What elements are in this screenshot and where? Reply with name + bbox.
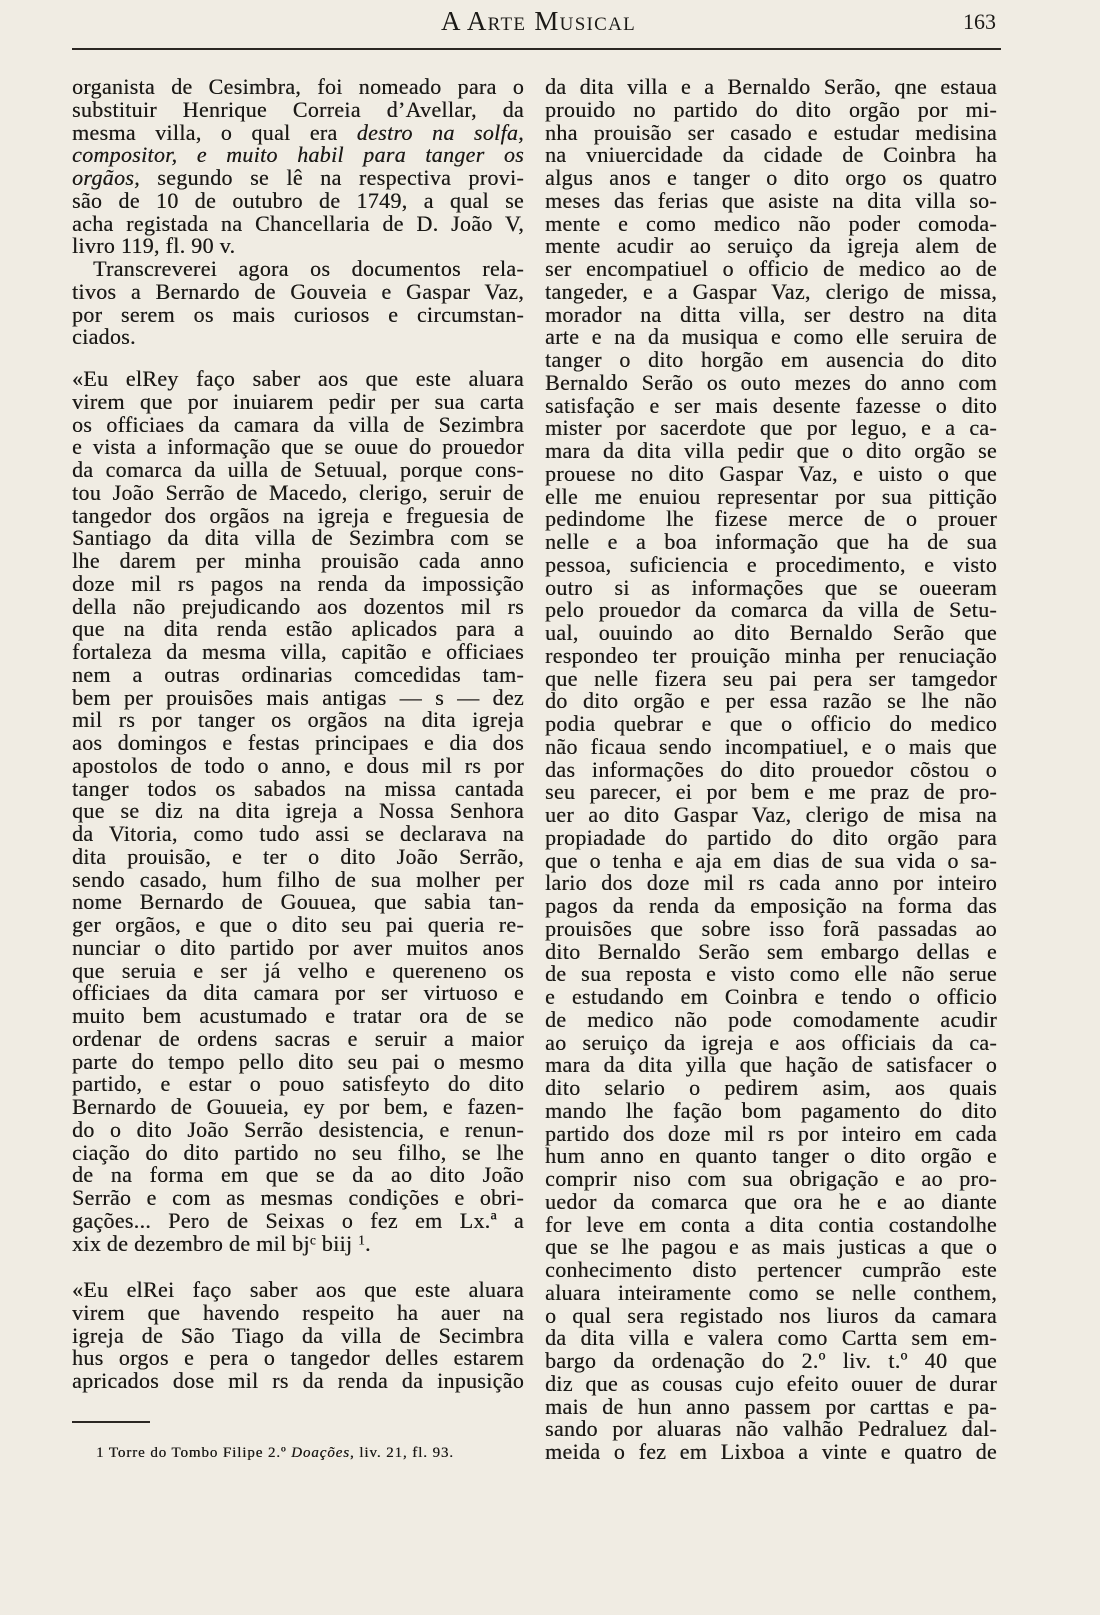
text-line: aluara inteiramente como se nelle conthem, xyxy=(545,1279,997,1305)
text-line: tangeder, e a Gaspar Vaz, clerigo de missa, xyxy=(545,278,997,304)
text-line xyxy=(72,167,524,190)
text-line: hus orgos e pera o tangedor delles estarem xyxy=(72,1345,524,1371)
text-line: ao seruiço da igreja e aos officiais da ca- xyxy=(545,1029,997,1055)
text-line: não ficaua sendo incompatiuel, e o mais que xyxy=(545,733,997,759)
text-line: Bernaldo Serão os outo mezes do anno com xyxy=(545,369,997,395)
text-line: lhe darem per minha prouisão cada anno xyxy=(72,548,524,573)
text-line: diz que as cousas cujo efeito ouuer de durar xyxy=(545,1370,997,1396)
text-line: do dito orgão e per essa razão se lhe não xyxy=(545,688,997,714)
text-line: Santiago da dita villa de Sezimbra com se xyxy=(72,525,524,551)
text-line: que na dita renda estão aplicados para a xyxy=(72,616,524,642)
text-line: «Eu elRei faço saber aos que este aluara xyxy=(72,1277,524,1302)
text-line: da Vitoria, como tudo assi se declarava na xyxy=(72,821,524,846)
italic-line: compositor, e muito habil para tanger os xyxy=(72,142,524,168)
text-line: aos domingos e festas principaes e dia dos xyxy=(72,730,524,755)
text-line: de sua reposta e visto como elle não serue xyxy=(545,961,997,987)
text-line: nome Bernardo de Gouuea, que sabia tan- xyxy=(72,889,524,915)
text-line: de medico não pode comodamente acudir xyxy=(545,1006,997,1032)
footnote-marker: 1 xyxy=(358,1231,366,1247)
text-line: Transcreverei agora os documentos rela- xyxy=(93,256,524,281)
text-line: nunciar o dito partido por aver muitos anos xyxy=(72,934,524,960)
text-line: conhecimento disto pertencer cumprão este xyxy=(545,1257,997,1282)
text-line: pagos da renda da emposição na forma das xyxy=(545,893,997,918)
text-line: ual, ouuindo ao dito Bernaldo Serão que xyxy=(545,620,997,645)
text-line: meses das ferias que asiste na dita villa so- xyxy=(545,187,997,213)
text-line: satisfação e ser mais desente fazesse o dito xyxy=(545,392,997,418)
text-line: muito bem acustumado e tratar ora de se xyxy=(72,1003,524,1028)
footnote-text: , liv. 21, fl. 93. xyxy=(349,1445,454,1461)
text-line: apostolos de todo o anno, e dous mil rs por xyxy=(72,752,524,778)
text-line: mando lhe fação bom pagamento do dito xyxy=(545,1097,997,1123)
text-line: e estudando em Coinbra e tendo o officio xyxy=(545,984,997,1009)
text-line: virem que havendo respeito ha auer na xyxy=(72,1299,524,1325)
text-line: morador na ditta villa, ser destro na dita xyxy=(545,301,997,327)
text-run: biij xyxy=(315,1230,359,1256)
text-line: nem a outras ordinarias comcedidas tam- xyxy=(72,661,524,687)
text-line: mente acudir ao seruiço da igreja alem de xyxy=(545,233,997,259)
text-line: for leve em conta a dita contia costandolhe xyxy=(545,1211,997,1237)
footnote-number: 1 xyxy=(96,1445,105,1461)
text-line: da dita villa e a Bernaldo Serão, qne estaua xyxy=(545,74,997,99)
text-run: . xyxy=(365,1230,371,1256)
text-line: nelle e a boa informação que ha de sua xyxy=(545,529,997,554)
text-line: que o tenha e aja em dias de sua vida o sa- xyxy=(545,847,997,873)
text-line: prouido no partido do dito orgão por mi- xyxy=(545,96,997,122)
text-line: mara da dita yilla que hação de satisfacer o xyxy=(545,1052,997,1078)
text-line: igreja de São Tiago da villa de Secimbra xyxy=(72,1322,524,1348)
left-column xyxy=(72,0,524,1500)
text-line: mais de hun anno passem por carttas e pa- xyxy=(545,1393,997,1419)
text-line: são de 10 de outubro de 1749, a qual se xyxy=(72,187,524,213)
text-line: da comarca da uilla de Setuual, porque cons- xyxy=(72,457,524,482)
text-line: livro 119, fl. 90 v. xyxy=(72,233,236,259)
text-line: respondeo ter prouição minha per renuciação xyxy=(545,642,997,668)
text-line: propiadade do partido do dito orgão para xyxy=(545,824,997,850)
text-line: outro si as informações que se oueeram xyxy=(545,574,997,600)
text-line: seu parecer, ei por bem e me praz de pro- xyxy=(545,779,997,805)
text-line: substituir Henrique Correia d’Avellar, da xyxy=(72,96,524,122)
right-column xyxy=(545,0,997,1500)
text-line: della não prejudicando aos dozentos mil rs xyxy=(72,593,524,619)
text-run: segundo se lê na respectiva provi- xyxy=(139,165,524,190)
text-line: virem que por inuiarem pedir per sua carta xyxy=(72,388,524,414)
text-line: que se diz na dita igreja a Nossa Senhora xyxy=(72,798,524,824)
text-line: ciação do dito partido no seu filho, se lhe xyxy=(72,1139,524,1165)
text-line: tivos a Bernardo de Gouveia e Gaspar Vaz, xyxy=(72,278,524,304)
text-line: bargo da ordenação do 2.º liv. t.º 40 que xyxy=(545,1348,997,1373)
text-line: partido, e estar o pouo satisfeyto do dito xyxy=(72,1071,524,1097)
superscript: c xyxy=(309,1231,316,1247)
text-line: comprir niso com sua obrigação e ao pro- xyxy=(545,1166,997,1191)
text-line: pedindome lhe fizese merce de o prouer xyxy=(545,506,997,532)
text-line: por serem os mais curiosos e circumstan- xyxy=(72,301,524,327)
text-line: arte e na da musiqua e como elle seruira de xyxy=(545,324,997,350)
text-run: mesma villa, o qual era xyxy=(72,119,357,145)
text-line: doze mil rs pagos na renda da impossição xyxy=(72,570,524,596)
text-line: tanger todos os sabados na missa cantada xyxy=(72,775,524,801)
text-line: gações... Pero de Seixas o fez em Lx.ª a xyxy=(72,1207,524,1233)
text-line: mil rs por tanger os orgãos na dita igreja xyxy=(72,707,524,733)
text-line: podia quebrar e que o officio do medico xyxy=(545,711,997,736)
text-line: dita prouisão, e ter o dito João Serrão, xyxy=(72,843,524,869)
text-line: ordenar de ordens sacras e seruir a maior xyxy=(72,1025,524,1051)
text-line: meida o fez em Lixboa a vinte e quatro de xyxy=(545,1439,997,1464)
text-line: partido dos doze mil rs por inteiro em cada xyxy=(545,1120,997,1146)
text-line: pelo prouedor da comarca da villa de Setu- xyxy=(545,597,997,623)
text-line: Serrão e com as mesmas condições e obri- xyxy=(72,1185,524,1210)
footnote xyxy=(96,1442,526,1464)
text-line: tangedor dos orgãos na igreja e freguesia de xyxy=(72,502,524,528)
text-line: hum anno en quanto tanger o dito orgão e xyxy=(545,1143,997,1169)
text-line: algus anos e tanger o dito orgo os quatro xyxy=(545,165,997,190)
text-line: uer ao dito Gaspar Vaz, clerigo de misa na xyxy=(545,802,997,827)
text-line: prouisões que sobre isso forã passadas ao xyxy=(545,915,997,941)
text-line: Bernardo de Gouueia, ey por bem, e fazen- xyxy=(72,1094,524,1119)
text-run: xix de dezembro de mil bj xyxy=(72,1230,310,1256)
text-line: que nelle fizera seu pai pera ser tamgedor xyxy=(545,665,997,691)
text-line: mara da dita villa pedir que o dito orgão se xyxy=(545,438,997,463)
text-line: do o dito João Serrão desistencia, e renun- xyxy=(72,1116,524,1142)
text-line: lario dos doze mil rs cada anno por inteiro xyxy=(545,870,997,896)
text-line: fortaleza da mesma villa, capitão e officiaes xyxy=(72,639,524,664)
text-line: na vniuercidade da cidade de Coinbra ha xyxy=(545,142,997,168)
text-line xyxy=(72,1230,524,1256)
text-line: uedor da comarca que ora he e ao diante xyxy=(545,1188,997,1214)
text-line: organista de Cesimbra, foi nomeado para o xyxy=(72,74,524,99)
text-line: das informações do dito prouedor cõstou o xyxy=(545,756,997,782)
page-number: 163 xyxy=(963,9,996,34)
text-line: «Eu elRey faço saber aos que este aluara xyxy=(72,366,524,391)
text-line: tanger o dito horgão em ausencia do dito xyxy=(545,347,997,372)
text-line: prouese no dito Gaspar Vaz, e uisto o que xyxy=(545,460,997,486)
text-line: nha prouisão ser casado e estudar medisina xyxy=(545,119,997,145)
text-line: bem per prouisões mais antigas — s — dez xyxy=(72,684,524,710)
paragraph-intro xyxy=(72,76,524,349)
text-line: ser encompatiuel o officio de medico ao de xyxy=(545,256,997,281)
text-line: de na forma em que se da ao dito João xyxy=(72,1162,524,1188)
text-line: ciados. xyxy=(72,324,136,350)
italic-run: destro na solfa, xyxy=(356,119,524,145)
text-line: parte do tempo pello dito seu pai o mesmo xyxy=(72,1048,524,1074)
text-line: acha registada na Chancellaria de D. João V, xyxy=(72,210,524,236)
text-line: mister por sacerdote que por leguo, e a ca- xyxy=(545,415,997,441)
text-line: ger orgãos, e que o dito seu pai queria re- xyxy=(72,912,524,937)
paragraph-alvara-1 xyxy=(72,368,524,1255)
text-line: que se lhe pagou e as mais justicas a que o xyxy=(545,1234,997,1260)
text-line: apricados dose mil rs da renda da inpusição xyxy=(72,1368,524,1393)
text-line: officiaes da dita camara por ser virtuoso e xyxy=(72,980,524,1006)
text-line: dito selario o pedirem asim, aos quais xyxy=(545,1075,997,1100)
text-line: elle me enuiou representar por sua pittição xyxy=(545,483,997,509)
text-line: os officiaes da camara da villa de Sezimbra xyxy=(72,411,524,437)
text-line: sando por aluaras não valhão Pedraluez dal- xyxy=(545,1416,997,1442)
text-line: da dita villa e valera como Cartta sem em- xyxy=(545,1325,997,1351)
paragraph-alvara-2 xyxy=(72,1279,524,1393)
text-line: mente e como medico não poder comoda- xyxy=(545,210,997,236)
text-line: o qual sera registado nos liuros da camara xyxy=(545,1302,997,1328)
text-line: e vista a informação que se ouue do prouedor xyxy=(72,434,524,460)
text-line: tou João Serrão de Macedo, clerigo, seruir de xyxy=(72,479,524,505)
text-line: pessoa, suficiencia e procedimento, e visto xyxy=(545,551,997,577)
text-line: que seruia e ser já velho e quereneno os xyxy=(72,957,524,983)
footnote-text: Torre do Tombo Filipe 2.º xyxy=(104,1445,292,1461)
footnote-rule xyxy=(72,1421,150,1423)
running-head-title: A Arte Musical xyxy=(441,6,637,36)
text-line: sendo casado, hum filho de sua molher per xyxy=(72,866,524,892)
text-line xyxy=(72,119,524,145)
footnote-italic: Doações xyxy=(291,1445,350,1461)
paragraph-alvara-2-continued xyxy=(545,76,997,1464)
text-line: dito Bernaldo Serão sem embargo dellas e xyxy=(545,938,997,964)
italic-run: orgãos, xyxy=(72,165,140,190)
